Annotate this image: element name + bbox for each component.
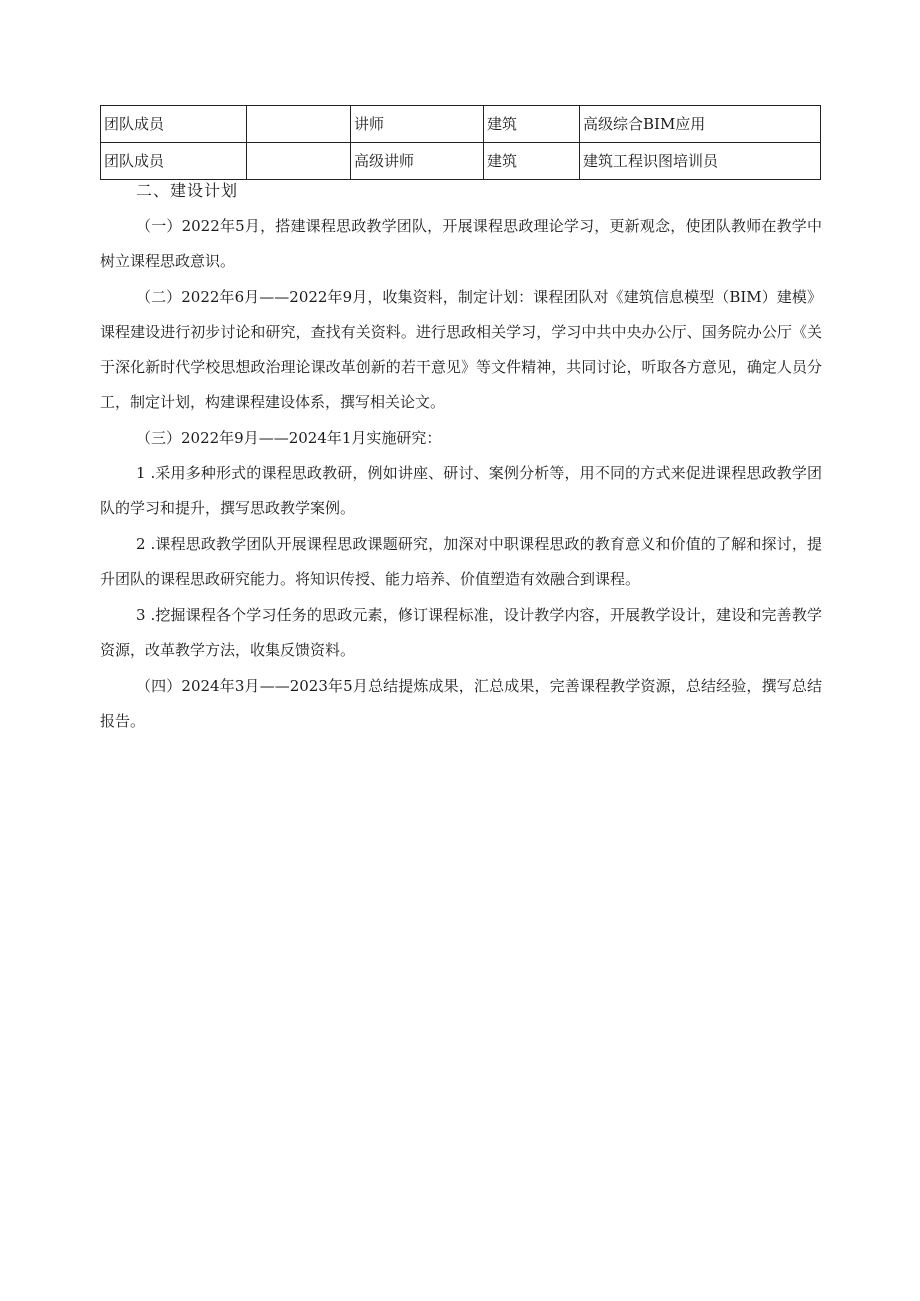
list-item-3: 3 .挖掘课程各个学习任务的思政元素，修订课程标准，设计教学内容，开展教学设计，建设和完善教学资源，改革教学方法，收集反馈资料。 xyxy=(100,606,822,659)
list-item-1: 1 .采用多种形式的课程思政教研，例如讲座、研讨、案例分析等，用不同的方式来促进课程思政教学团队的学习和提升，撰写思政教学案例。 xyxy=(100,464,822,517)
paragraph-phase-2: （二）2022年6月——2022年9月，收集资料，制定计划：课程团队对《建筑信息模型（BIM）建模》课程建设进行初步讨论和研究，查找有关资料。进行思政相关学习，学习中共中央办公厅、国务院办公厅《关于深化新时代学校思想政治理论课改革创新的若干意见》等文件精神，共同讨论，听取各方意见，确定人员分工，制定计划，构建课程建设体系，撰写相关论文。 xyxy=(100,288,822,411)
table-cell-name xyxy=(247,143,351,180)
table-cell-role: 团队成员 xyxy=(101,143,247,180)
table-cell-major: 建筑 xyxy=(484,106,580,143)
table-cell-major: 建筑 xyxy=(484,143,580,180)
plan-body xyxy=(100,209,822,739)
table-row xyxy=(101,106,821,143)
table-cell-qualification: 高级综合BIM应用 xyxy=(580,106,821,143)
team-members-table xyxy=(100,105,821,180)
table-cell-title: 讲师 xyxy=(351,106,484,143)
paragraph-phase-1: （一）2022年5月，搭建课程思政教学团队，开展课程思政理论学习，更新观念，使团队教师在教学中树立课程思政意识。 xyxy=(100,217,822,270)
paragraph-phase-3: （三）2022年9月——2024年1月实施研究： xyxy=(136,429,442,447)
table-cell-role: 团队成员 xyxy=(101,106,247,143)
table-cell-name xyxy=(247,106,351,143)
list-item-2: 2 .课程思政教学团队开展课程思政课题研究，加深对中职课程思政的教育意义和价值的了解和探讨，提升团队的课程思政研究能力。将知识传授、能力培养、价值塑造有效融合到课程。 xyxy=(100,535,822,588)
section-heading: 二、建设计划 xyxy=(136,181,239,200)
table-cell-qualification: 建筑工程识图培训员 xyxy=(580,143,821,180)
table-cell-title: 高级讲师 xyxy=(351,143,484,180)
paragraph-phase-4: （四）2024年3月——2023年5月总结提炼成果，汇总成果，完善课程教学资源，总结经验，撰写总结报告。 xyxy=(100,677,822,730)
